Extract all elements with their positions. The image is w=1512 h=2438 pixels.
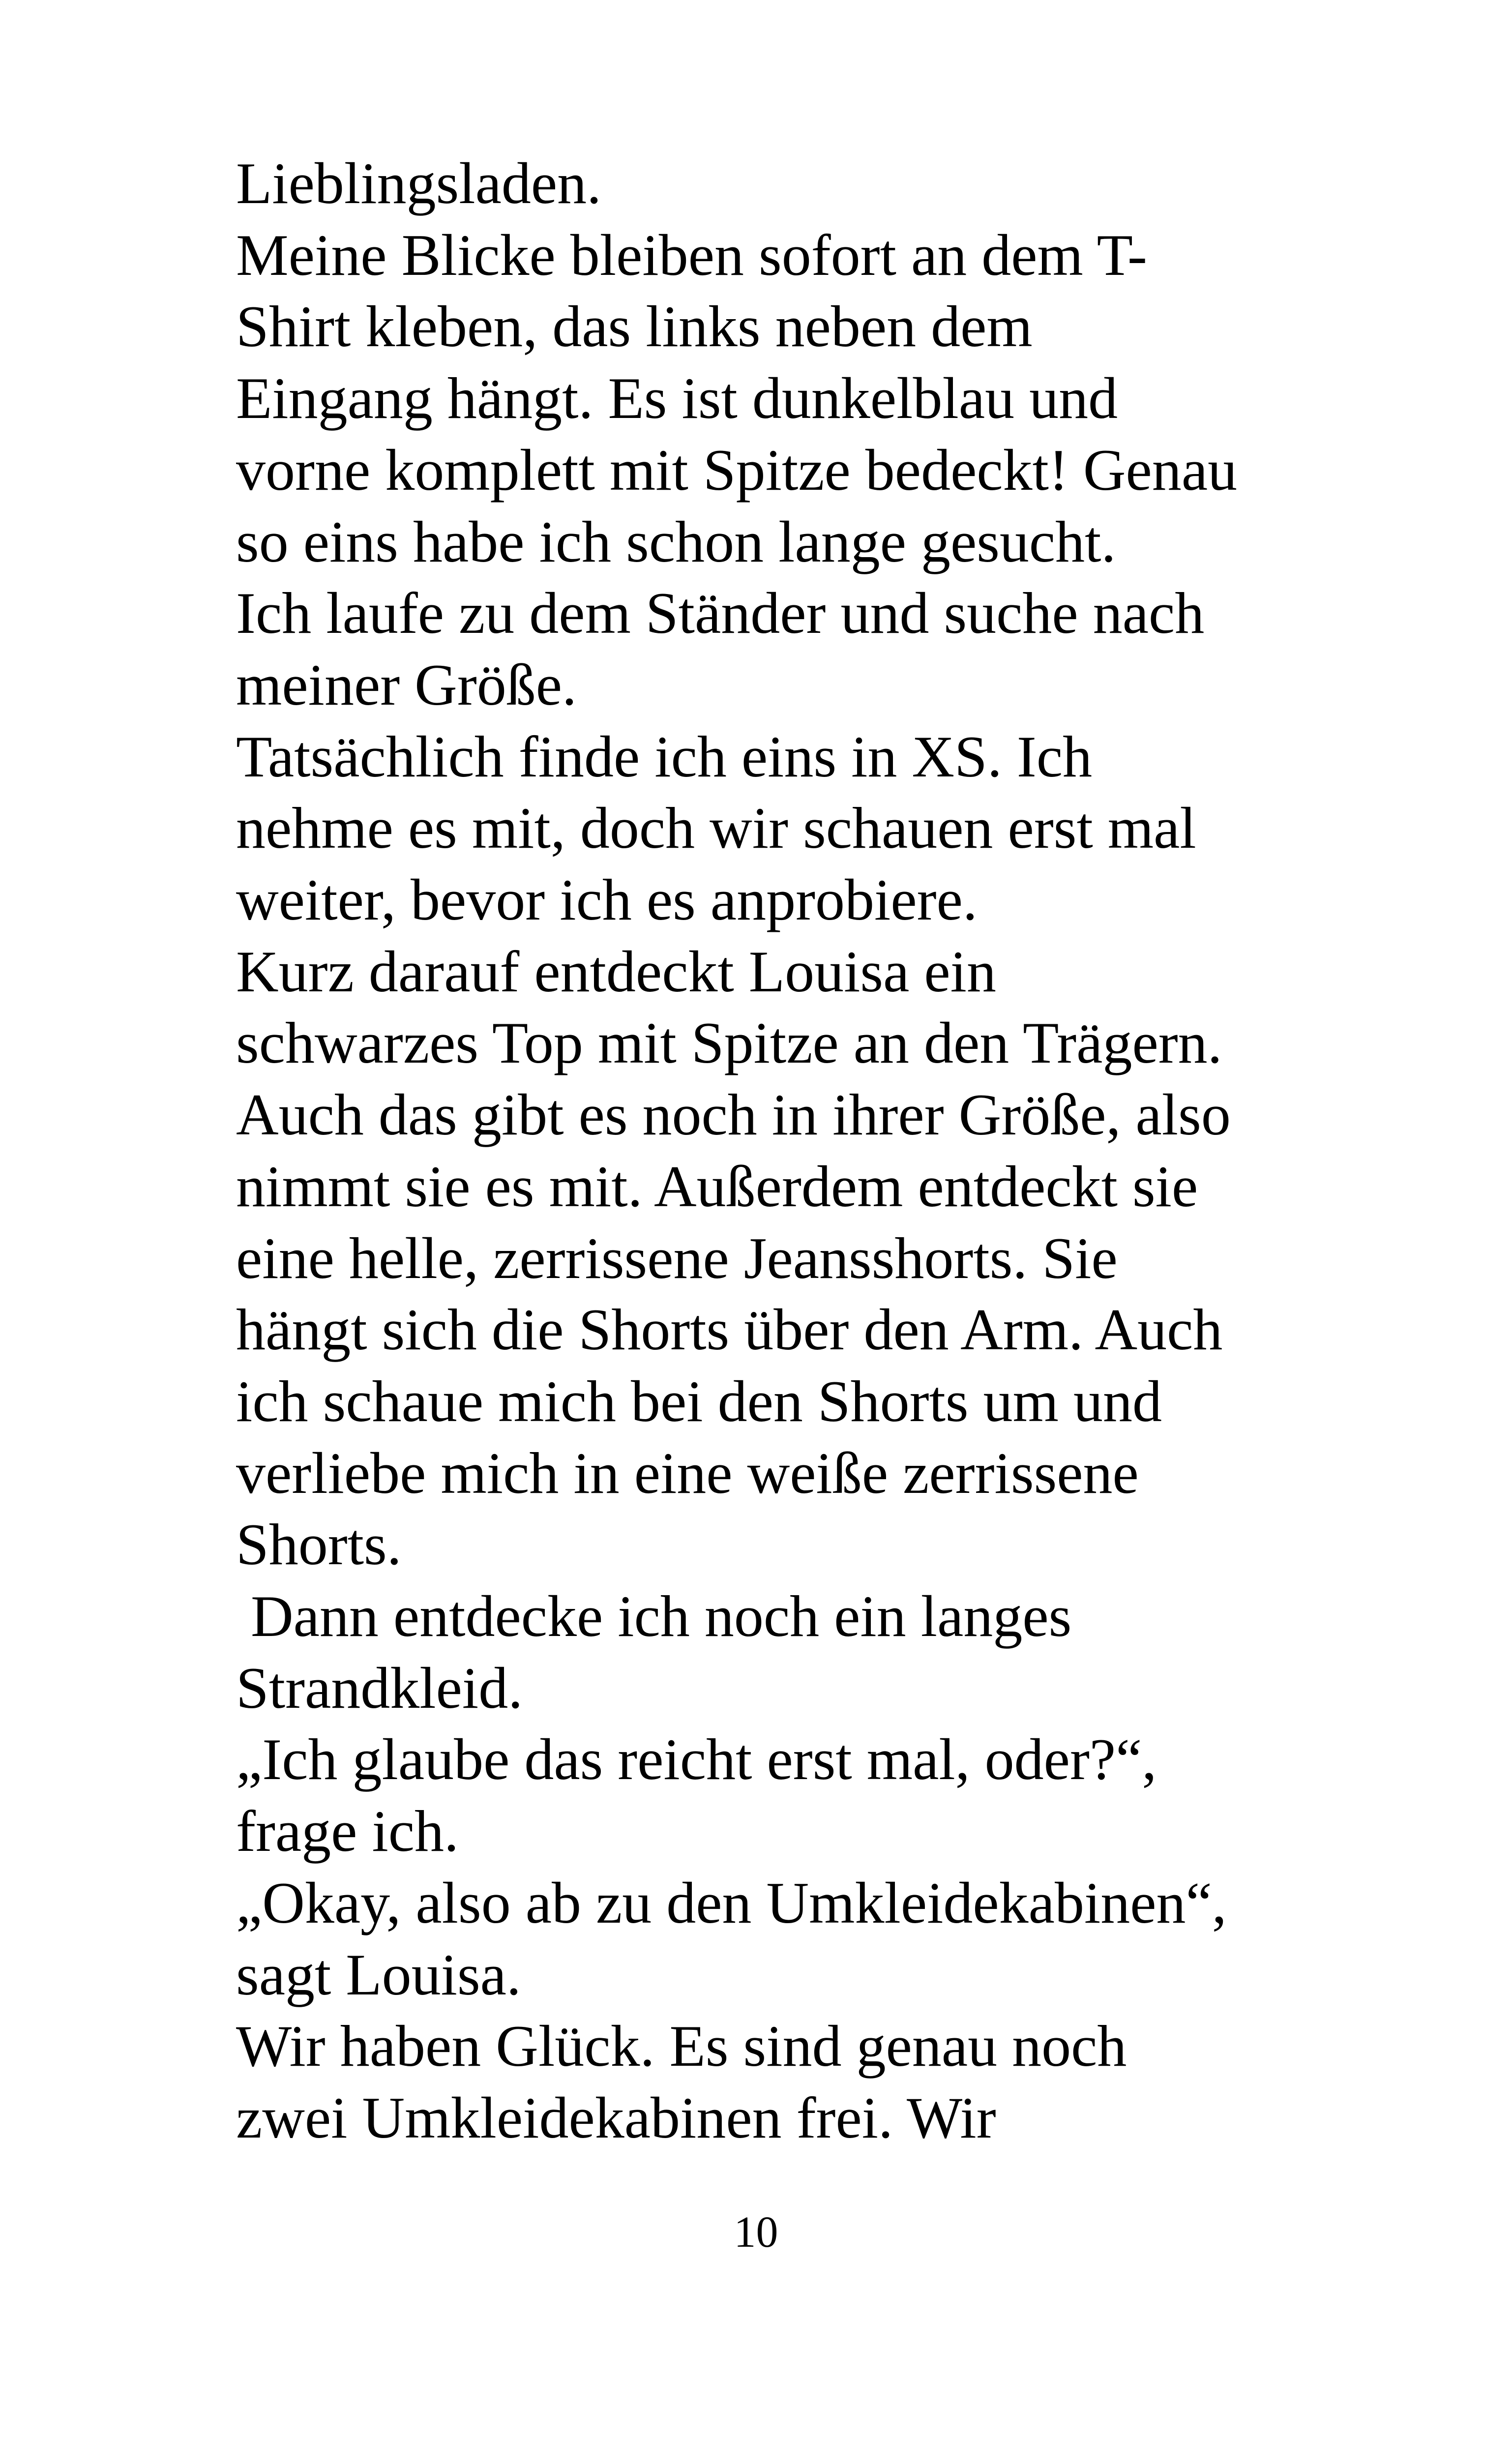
text-line: weiter, bevor ich es anprobiere. [236,867,978,933]
text-line: Shirt kleben, das links neben dem [236,294,1033,359]
text-line: Lieblingsladen. [236,150,602,216]
text-line: ich schaue mich bei den Shorts um und [236,1368,1162,1434]
body-text [236,148,1318,2154]
text-line: vorne komplett mit Spitze bedeckt! Genau [236,437,1238,503]
text-line: Ich laufe zu dem Ständer und suche nach [236,580,1205,646]
text-line: Shorts. [236,1512,402,1577]
text-line: eine helle, zerrissene Jeansshorts. Sie [236,1225,1118,1291]
text-line: Tatsächlich finde ich eins in XS. Ich [236,723,1093,789]
page-number: 10 [734,2208,778,2257]
text-line: schwarzes Top mit Spitze an den Trägern. [236,1010,1222,1076]
text-line: zwei Umkleidekabinen frei. Wir [236,2084,996,2150]
text-line: verliebe mich in eine weiße zerrissene [236,1440,1139,1506]
text-line: Kurz darauf entdeckt Louisa ein [236,938,996,1004]
text-line: nimmt sie es mit. Außerdem entdeckt sie [236,1153,1198,1219]
text-line: „Ich glaube das reicht erst mal, oder?“, [236,1726,1157,1792]
text-line: Auch das gibt es noch in ihrer Größe, also [236,1082,1231,1148]
text-line: Strandkleid. [236,1655,523,1721]
text-line: frage ich. [236,1798,459,1864]
text-line: Eingang hängt. Es ist dunkelblau und [236,365,1118,431]
text-line: Meine Blicke bleiben sofort an dem T- [236,222,1147,288]
text-line: Wir haben Glück. Es sind genau noch [236,2013,1127,2079]
text-line: nehme es mit, doch wir schauen erst mal [236,795,1196,861]
text-line: „Okay, also ab zu den Umkleidekabinen“, [236,1870,1227,1935]
text-line: Dann entdecke ich noch ein langes [236,1583,1072,1649]
text-line: meiner Größe. [236,652,577,717]
text-line: hängt sich die Shorts über den Arm. Auch [236,1297,1223,1363]
text-line: so eins habe ich schon lange gesucht. [236,508,1116,574]
text-line: sagt Louisa. [236,1941,521,2007]
